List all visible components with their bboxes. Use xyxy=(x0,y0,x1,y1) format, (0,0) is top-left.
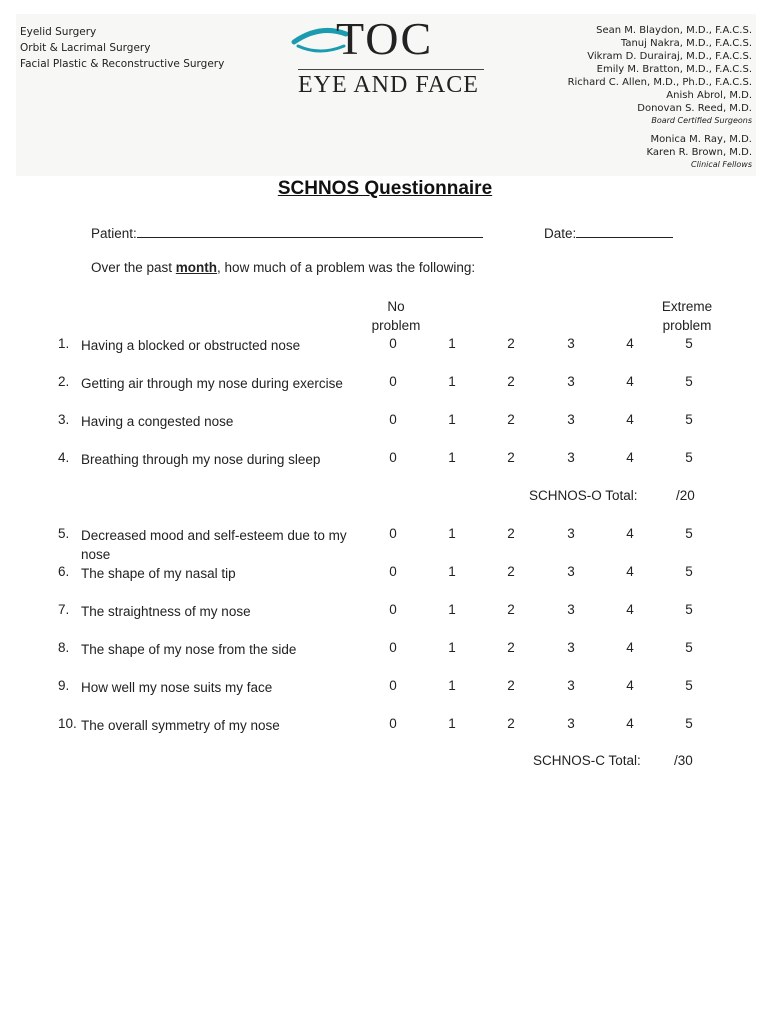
score-option-3[interactable]: 3 xyxy=(567,678,575,693)
fellow-name: Karen R. Brown, M.D. xyxy=(646,147,752,158)
surgeon-name: Richard C. Allen, M.D., Ph.D., F.A.C.S. xyxy=(567,77,752,88)
schnos-c-total-max: /30 xyxy=(674,753,693,768)
surgeons-tag: Board Certified Surgeons xyxy=(651,116,752,125)
instructions: Over the past month, how much of a problem was the following: xyxy=(91,260,476,275)
score-option-1[interactable]: 1 xyxy=(448,526,456,541)
schnos-c-total-label: SCHNOS-C Total: xyxy=(533,753,641,768)
fellows-tag: Clinical Fellows xyxy=(691,160,752,169)
question-number: 4. xyxy=(58,450,70,465)
schnos-o-total-max: /20 xyxy=(676,488,695,503)
score-option-0[interactable]: 0 xyxy=(389,640,397,655)
score-option-5[interactable]: 5 xyxy=(685,336,693,351)
score-option-2[interactable]: 2 xyxy=(507,564,515,579)
score-option-5[interactable]: 5 xyxy=(685,374,693,389)
specialty-item: Eyelid Surgery xyxy=(20,26,97,38)
intro-emphasis: month xyxy=(175,260,218,275)
question-text: The shape of my nose from the side xyxy=(81,642,297,657)
score-option-4[interactable]: 4 xyxy=(626,602,634,617)
score-option-3[interactable]: 3 xyxy=(567,640,575,655)
score-option-4[interactable]: 4 xyxy=(626,336,634,351)
score-option-1[interactable]: 1 xyxy=(448,678,456,693)
score-option-4[interactable]: 4 xyxy=(626,716,634,731)
score-option-2[interactable]: 2 xyxy=(507,374,515,389)
specialty-item: Orbit & Lacrimal Surgery xyxy=(20,42,151,54)
score-option-1[interactable]: 1 xyxy=(448,412,456,427)
question-number: 6. xyxy=(58,564,70,579)
schnos-o-total-label: SCHNOS-O Total: xyxy=(529,488,638,503)
date-label: Date: xyxy=(544,226,577,241)
score-option-0[interactable]: 0 xyxy=(389,374,397,389)
fellow-name: Monica M. Ray, M.D. xyxy=(650,134,752,145)
score-option-3[interactable]: 3 xyxy=(567,602,575,617)
score-option-4[interactable]: 4 xyxy=(626,564,634,579)
question-text: The straightness of my nose xyxy=(81,604,251,619)
score-option-4[interactable]: 4 xyxy=(626,640,634,655)
score-option-0[interactable]: 0 xyxy=(389,678,397,693)
specialties-list xyxy=(20,24,224,72)
question-number: 3. xyxy=(58,412,70,427)
question-text: Having a blocked or obstructed nose xyxy=(81,338,301,353)
patient-input-line[interactable] xyxy=(137,223,483,238)
score-option-0[interactable]: 0 xyxy=(389,564,397,579)
score-option-5[interactable]: 5 xyxy=(685,450,693,465)
surgeon-name: Anish Abrol, M.D. xyxy=(666,90,752,101)
logo-subtitle: EYE AND FACE xyxy=(298,72,479,98)
patient-label: Patient: xyxy=(91,226,137,241)
score-option-3[interactable]: 3 xyxy=(567,716,575,731)
score-option-3[interactable]: 3 xyxy=(567,374,575,389)
question-text: Decreased mood and self-esteem due to my nose xyxy=(81,528,347,562)
score-option-5[interactable]: 5 xyxy=(685,526,693,541)
score-option-4[interactable]: 4 xyxy=(626,526,634,541)
score-option-0[interactable]: 0 xyxy=(389,412,397,427)
logo-divider xyxy=(298,69,484,70)
score-option-4[interactable]: 4 xyxy=(626,678,634,693)
score-option-0[interactable]: 0 xyxy=(389,336,397,351)
score-option-0[interactable]: 0 xyxy=(389,526,397,541)
score-option-2[interactable]: 2 xyxy=(507,602,515,617)
question-text: Having a congested nose xyxy=(81,414,234,429)
score-option-1[interactable]: 1 xyxy=(448,602,456,617)
score-option-2[interactable]: 2 xyxy=(507,640,515,655)
date-input-line[interactable] xyxy=(576,223,673,238)
question-number: 2. xyxy=(58,374,70,389)
date-field xyxy=(544,223,673,241)
score-option-2[interactable]: 2 xyxy=(507,412,515,427)
scale-high-label: Extreme problem xyxy=(661,299,713,333)
question-number: 1. xyxy=(58,336,70,351)
score-option-5[interactable]: 5 xyxy=(685,640,693,655)
question-text: The overall symmetry of my nose xyxy=(81,718,280,733)
score-option-5[interactable]: 5 xyxy=(685,412,693,427)
score-option-4[interactable]: 4 xyxy=(626,374,634,389)
score-option-1[interactable]: 1 xyxy=(448,716,456,731)
score-option-2[interactable]: 2 xyxy=(507,526,515,541)
score-option-1[interactable]: 1 xyxy=(448,450,456,465)
form-title: SCHNOS Questionnaire xyxy=(277,178,493,199)
surgeon-name: Tanuj Nakra, M.D., F.A.C.S. xyxy=(620,38,752,49)
score-option-1[interactable]: 1 xyxy=(448,640,456,655)
score-option-2[interactable]: 2 xyxy=(507,678,515,693)
score-option-5[interactable]: 5 xyxy=(685,602,693,617)
score-option-2[interactable]: 2 xyxy=(507,716,515,731)
score-option-2[interactable]: 2 xyxy=(507,450,515,465)
question-number: 5. xyxy=(58,526,70,541)
score-option-2[interactable]: 2 xyxy=(507,336,515,351)
score-option-5[interactable]: 5 xyxy=(685,678,693,693)
score-option-1[interactable]: 1 xyxy=(448,564,456,579)
surgeon-name: Donovan S. Reed, M.D. xyxy=(637,103,752,114)
patient-field xyxy=(91,223,483,241)
question-text: Breathing through my nose during sleep xyxy=(81,452,321,467)
question-number: 10. xyxy=(58,716,77,731)
scale-low-label: No problem xyxy=(371,299,421,333)
score-option-3[interactable]: 3 xyxy=(567,336,575,351)
question-number: 8. xyxy=(58,640,70,655)
score-option-3[interactable]: 3 xyxy=(567,450,575,465)
score-option-3[interactable]: 3 xyxy=(567,564,575,579)
toc-logo xyxy=(290,13,490,102)
score-option-4[interactable]: 4 xyxy=(626,412,634,427)
score-option-3[interactable]: 3 xyxy=(567,526,575,541)
score-option-0[interactable]: 0 xyxy=(389,602,397,617)
question-number: 9. xyxy=(58,678,70,693)
question-text: Getting air through my nose during exercise xyxy=(81,376,343,391)
score-option-4[interactable]: 4 xyxy=(626,450,634,465)
score-option-5[interactable]: 5 xyxy=(685,716,693,731)
score-option-5[interactable]: 5 xyxy=(685,564,693,579)
surgeon-name: Emily M. Bratton, M.D., F.A.C.S. xyxy=(596,64,752,75)
score-option-1[interactable]: 1 xyxy=(448,374,456,389)
doctors-list xyxy=(568,24,752,171)
question-number: 7. xyxy=(58,602,70,617)
logo-wordmark: TOC xyxy=(336,13,434,64)
question-text: The shape of my nasal tip xyxy=(81,566,236,581)
surgeon-name: Vikram D. Durairaj, M.D., F.A.C.S. xyxy=(587,51,752,62)
score-option-0[interactable]: 0 xyxy=(389,716,397,731)
question-text: How well my nose suits my face xyxy=(81,680,273,695)
surgeon-name: Sean M. Blaydon, M.D., F.A.C.S. xyxy=(596,25,752,36)
specialty-item: Facial Plastic & Reconstructive Surgery xyxy=(20,58,225,70)
score-option-3[interactable]: 3 xyxy=(567,412,575,427)
score-option-1[interactable]: 1 xyxy=(448,336,456,351)
score-option-0[interactable]: 0 xyxy=(389,450,397,465)
